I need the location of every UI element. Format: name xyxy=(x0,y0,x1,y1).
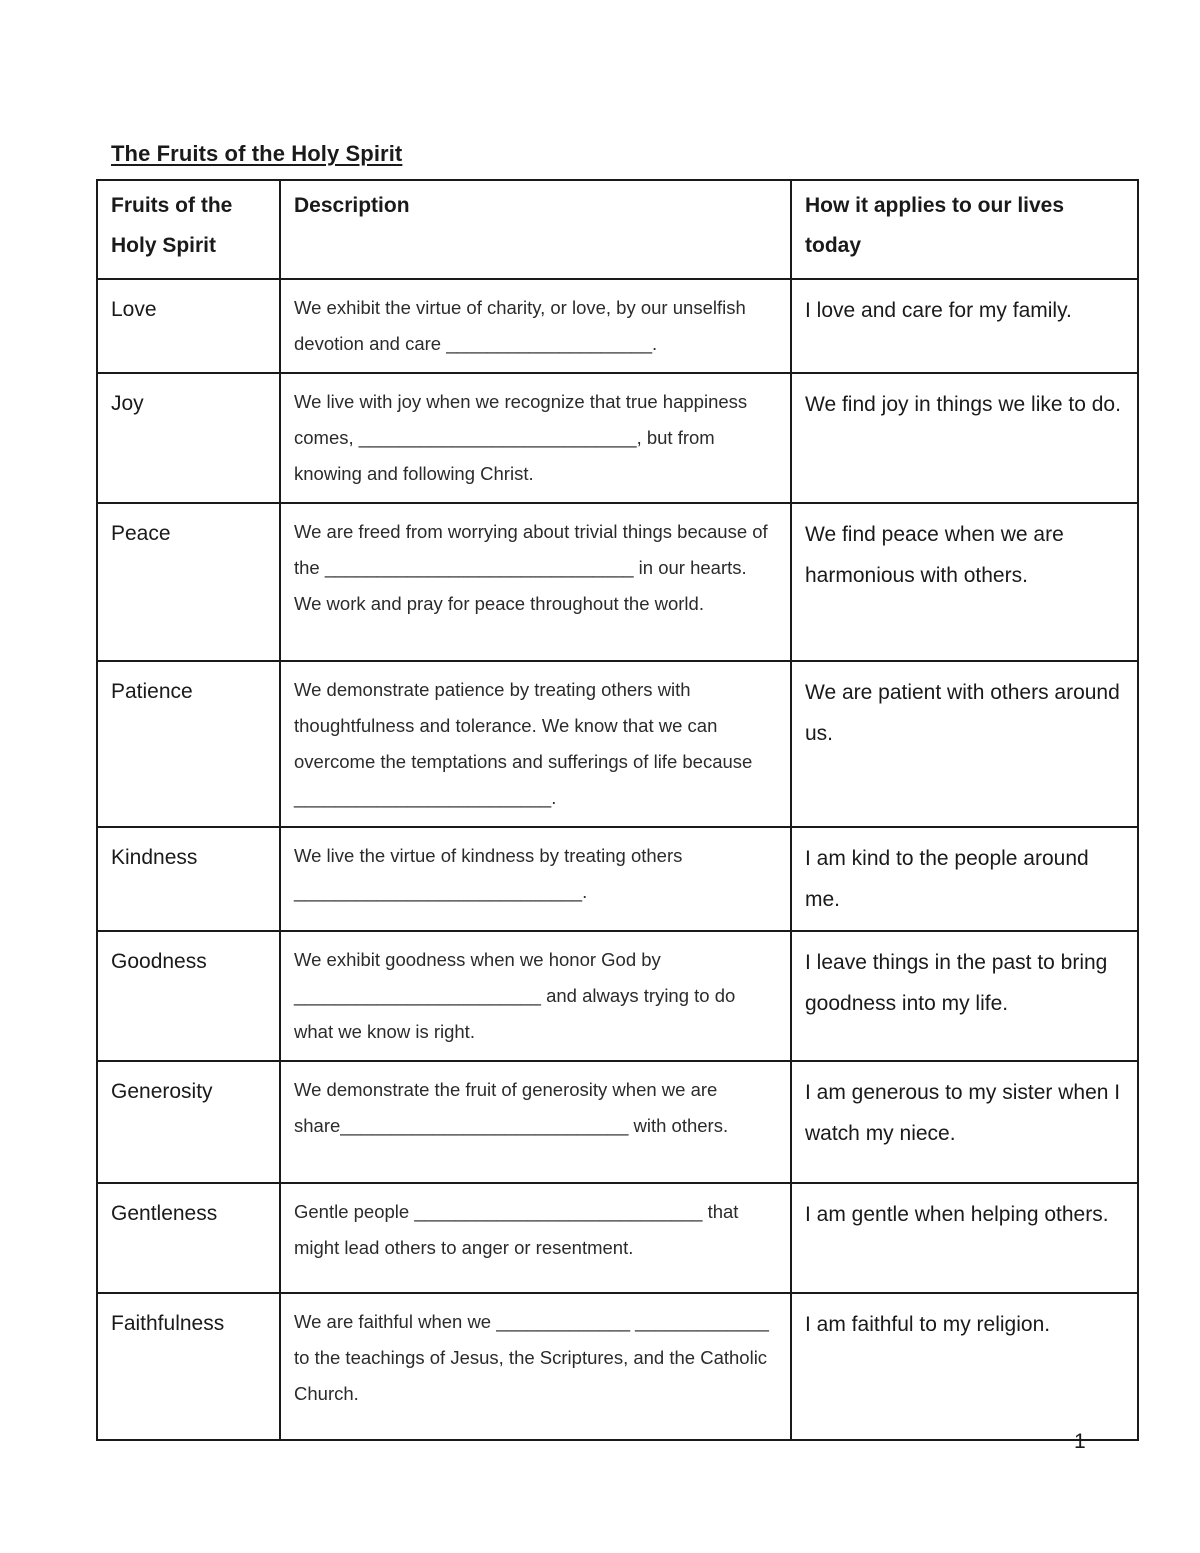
table-row xyxy=(97,373,1138,503)
fruit-name: Gentleness xyxy=(97,1183,280,1293)
fruit-description: We exhibit goodness when we honor God by ________________________ and always trying to do what we know is right. xyxy=(280,931,791,1061)
table-header-row xyxy=(97,180,1138,279)
fruit-application: I am gentle when helping others. xyxy=(791,1183,1138,1293)
fruit-name: Kindness xyxy=(97,827,280,931)
table-row xyxy=(97,1183,1138,1293)
fruits-table xyxy=(96,179,1139,1441)
header-application: How it applies to our lives today xyxy=(791,180,1138,279)
table-row xyxy=(97,279,1138,373)
fruit-application: I leave things in the past to bring goodness into my life. xyxy=(791,931,1138,1061)
page-number: 1 xyxy=(1074,1430,1086,1453)
fruit-application: We are patient with others around us. xyxy=(791,661,1138,827)
fruit-description: We are faithful when we _____________ _____________ to the teachings of Jesus, the Scriptures, and the Catholic Church. xyxy=(280,1293,791,1440)
fruit-description: Gentle people ____________________________ that might lead others to anger or resentment. xyxy=(280,1183,791,1293)
fruit-name: Faithfulness xyxy=(97,1293,280,1440)
page-title: The Fruits of the Holy Spirit xyxy=(111,141,403,166)
table-row xyxy=(97,1061,1138,1183)
fruit-name: Joy xyxy=(97,373,280,503)
fruit-application: I love and care for my family. xyxy=(791,279,1138,373)
fruit-description: We demonstrate patience by treating others with thoughtfulness and tolerance. We know that we can overcome the temptations and sufferings of life because _________________________. xyxy=(280,661,791,827)
header-fruit: Fruits of the Holy Spirit xyxy=(97,180,280,279)
fruit-description: We live the virtue of kindness by treating others ____________________________. xyxy=(280,827,791,931)
fruit-description: We demonstrate the fruit of generosity when we are share____________________________ with others. xyxy=(280,1061,791,1183)
fruit-application: I am kind to the people around me. xyxy=(791,827,1138,931)
fruit-name: Peace xyxy=(97,503,280,661)
header-description: Description xyxy=(280,180,791,279)
fruit-application: We find peace when we are harmonious with others. xyxy=(791,503,1138,661)
fruit-description: We are freed from worrying about trivial things because of the ______________________________ in our hearts. We work and pray for peace throughout the world. xyxy=(280,503,791,661)
fruit-name: Patience xyxy=(97,661,280,827)
fruit-name: Love xyxy=(97,279,280,373)
fruit-description: We exhibit the virtue of charity, or love, by our unselfish devotion and care ____________________. xyxy=(280,279,791,373)
table-row xyxy=(97,931,1138,1061)
fruit-description: We live with joy when we recognize that true happiness comes, ___________________________, but from knowing and following Christ. xyxy=(280,373,791,503)
table-row xyxy=(97,827,1138,931)
fruit-application: We find joy in things we like to do. xyxy=(791,373,1138,503)
table-row xyxy=(97,1293,1138,1440)
table-row xyxy=(97,503,1138,661)
fruit-name: Goodness xyxy=(97,931,280,1061)
fruit-application: I am generous to my sister when I watch my niece. xyxy=(791,1061,1138,1183)
fruit-application: I am faithful to my religion. xyxy=(791,1293,1138,1440)
fruit-name: Generosity xyxy=(97,1061,280,1183)
table-row xyxy=(97,661,1138,827)
